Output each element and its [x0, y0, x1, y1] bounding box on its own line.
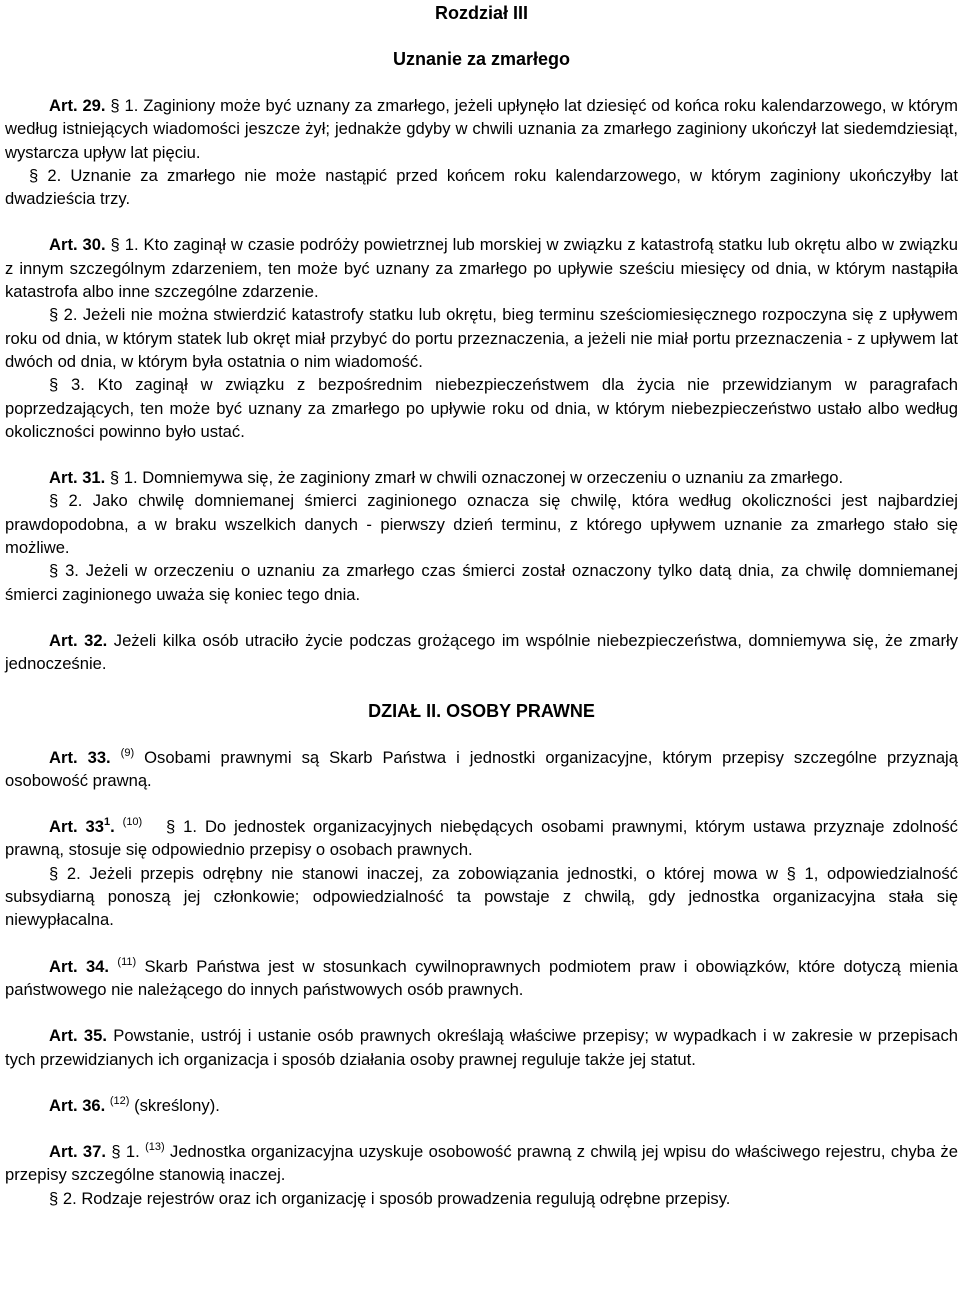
paragraph-text: (skreślony). — [134, 1095, 220, 1115]
art-33-1-par-1 — [5, 815, 958, 862]
article-label: Art. 34. — [49, 956, 110, 976]
paragraph-number: § 3. — [49, 375, 85, 395]
article-label: Art. 31. — [49, 468, 106, 488]
art-29-par-1 — [5, 94, 958, 164]
paragraph-number: § 3. — [49, 561, 79, 581]
article-label: Art. 33. — [49, 747, 111, 767]
art-29-par-2 — [5, 164, 958, 211]
paragraph-text: Do jednostek organizacyjnych niebędących osobami prawnymi, którym ustawa przyznaje zdolność prawną, stosuje się odpowiednio przepisy o osobach prawnych. — [5, 817, 958, 860]
paragraph-text: Kto zaginął w związku z bezpośrednim niebezpieczeństwem dla życia nie przewidzianym w paragrafach poprzedzających, ten może być uznany za zmarłego po upływie roku od dnia, w którym niebezpieczeństwo ustało albo według okoliczności powinno było ustać. — [5, 375, 958, 441]
art-31-par-1 — [5, 466, 958, 489]
art-30-par-3 — [5, 373, 958, 443]
footnote-ref: (11) — [117, 955, 137, 968]
footnote-ref: (10) — [122, 816, 143, 829]
paragraph-number: § 2. — [49, 1188, 77, 1208]
paragraph-text: Jeżeli przepis odrębny nie stanowi inaczej, za zobowiązania jednostki, o której mowa w § 1, odpowiedzialność subsydiarną ponoszą jej członkowie; odpowiedzialność ta powstaje z chwilą, gdy jednostka organizacyjna stała się niewypłacalna. — [5, 863, 958, 930]
paragraph-text: Jeżeli w orzeczeniu o uznaniu za zmarłego czas śmierci został oznaczony tylko datą dnia, za chwilę domniemanej śmierci zaginionego uważa się koniec tego dnia. — [5, 561, 958, 604]
art-36 — [5, 1094, 958, 1117]
paragraph-number: § 2. — [49, 863, 81, 883]
document-page — [5, 0, 958, 1210]
art-31-par-3 — [5, 559, 958, 606]
paragraph-text: Jeżeli nie można stwierdzić katastrofy statku lub okrętu, bieg terminu sześciomiesięcznego rozpoczyna się z upływem roku od dnia, w którym statek lub okręt miał przybyć do portu przeznaczenia, a jeżeli nie miał portu przeznaczenia - z upływem lat dwóch od dnia, w którym była ostatnia o nim wiadomość. — [5, 305, 958, 371]
chapter-title: Rozdział III — [434, 3, 528, 23]
paragraph-number: § 2. — [29, 165, 62, 185]
paragraph-number: § 2. — [49, 491, 83, 511]
article-label: Art. 35. — [49, 1026, 107, 1046]
art-35 — [5, 1024, 958, 1071]
art-37-par-1 — [5, 1140, 958, 1187]
paragraph-text: Jako chwilę domniemanej śmierci zaginionego oznacza się chwilę, która według okoliczności jest najbardziej prawdopodobna, a w braku wszelkich danych - pierwszy dzień terminu, z którego upływem uznanie za zmarłego stało się możliwe. — [5, 491, 958, 558]
paragraph-text: Domniemywa się, że zaginiony zmarł w chwili oznaczonej w orzeczeniu o uznaniu za zmarłego. — [142, 468, 844, 488]
article-label: Art. $33^1$. — [49, 816, 115, 837]
footnote-ref: (13) — [145, 1141, 165, 1154]
art-30-par-2 — [5, 303, 958, 373]
art-33-1-par-2 — [5, 862, 958, 932]
paragraph-text: Rodzaje rejestrów oraz ich organizację i sposób prowadzenia regulują odrębne przepisy. — [81, 1188, 731, 1208]
paragraph-text: Kto zaginął w czasie podróży powietrznej lub morskiej w związku z katastrofą statku lub okrętu albo w związku z innym szczególnym zdarzeniem, ten może być uznany za zmarłego po upływie sześciu miesięcy od dnia, w którym nastąpiła katastrofa albo inne szczególne zdarzenie. — [5, 235, 958, 302]
article-label: Art. 29. — [49, 96, 106, 115]
paragraph-text: Uznanie za zmarłego nie może nastąpić przed końcem roku kalendarzowego, w którym zaginiony ukończyłby lat dwadzieścia trzy. — [5, 165, 958, 209]
art-34 — [5, 955, 958, 1002]
art-32 — [5, 629, 958, 676]
article-label: Art. 36. — [49, 1095, 106, 1115]
paragraph-text: Jeżeli kilka osób utraciło życie podczas grożącego im wspólnie niebezpieczeństwa, domniemywa się, że zmarły jednocześnie. — [5, 630, 958, 674]
paragraph-text: Powstanie, ustrój i ustanie osób prawnych określają właściwe przepisy; w wypadkach i w zakresie w przepisach tych przewidzianych ich organizacja i sposób działania osoby prawnej reguluje także jej statut. — [5, 1026, 958, 1069]
paragraph-number: § 1. — [166, 817, 198, 837]
footnote-ref: (9) — [120, 746, 135, 759]
art-30-par-1 — [5, 233, 958, 303]
article-label: Art. 32. — [49, 630, 108, 650]
paragraph-text: Skarb Państwa jest w stosunkach cywilnoprawnych podmiotem praw i obowiązków, które dotyczą mienia państwowego nie należącego do innych państwowych osób prawnych. — [5, 956, 958, 999]
paragraph-text: Osobami prawnymi są Skarb Państwa i jednostki organizacyjne, którym przepisy szczególne przyznają osobowość prawną. — [5, 747, 958, 790]
art-37-par-2 — [5, 1187, 958, 1210]
paragraph-text: Zaginiony może być uznany za zmarłego, jeżeli upłynęło lat dziesięć od końca roku kalendarzowego, w którym według istniejących wiadomości jeszcze żył; jednakże gdyby w chwili uznania za zmarłego zaginiony ukończył lat siedemdziesiąt, wystarcza upływ lat pięciu. — [5, 96, 958, 162]
paragraph-number: § 1. — [110, 235, 139, 255]
division-title: DZIAŁ II. OSOBY PRAWNE — [368, 700, 595, 721]
paragraph-number: § 1. — [109, 468, 138, 488]
paragraph-number: § 2. — [49, 305, 78, 325]
paragraph-number: § 1. — [111, 1142, 140, 1162]
paragraph-number: § 1. — [110, 96, 139, 115]
chapter-subtitle: Uznanie za zmarłego — [392, 49, 571, 69]
article-label: Art. 30. — [49, 235, 106, 255]
art-31-par-2 — [5, 489, 958, 559]
paragraph-text: Jednostka organizacyjna uzyskuje osobowość prawną z chwilą jej wpisu do właściwego rejestru, chyba że przepisy szczególne stanowią inaczej. — [5, 1142, 958, 1185]
footnote-ref: (12) — [109, 1094, 130, 1107]
art-33 — [5, 746, 958, 793]
article-label: Art. 37. — [49, 1142, 106, 1162]
